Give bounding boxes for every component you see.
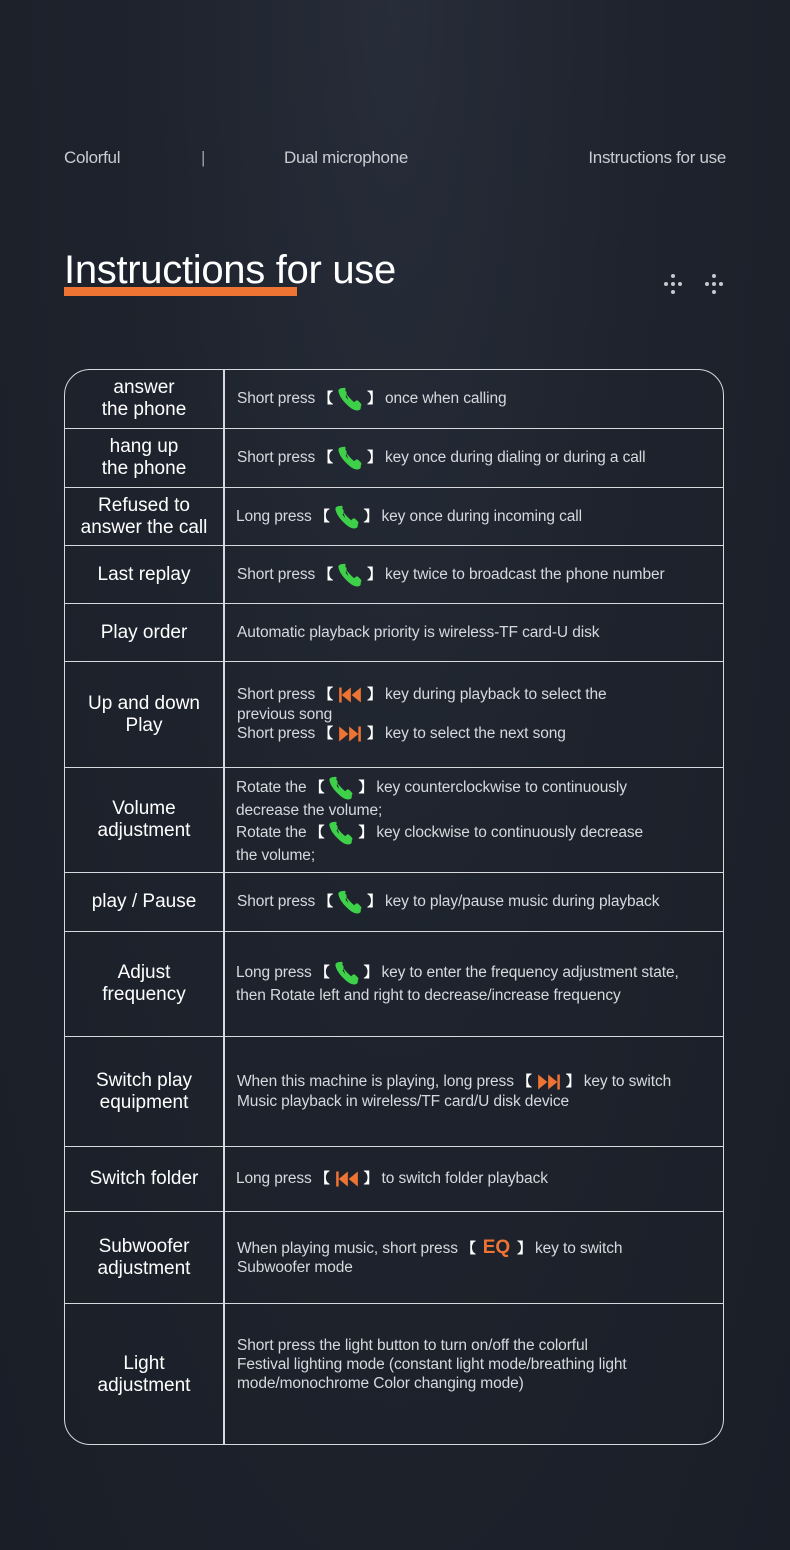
- row-description: Long press 【 】 to switch folder playback: [236, 1170, 548, 1188]
- table-row: [65, 872, 723, 931]
- phone-handset-icon: [334, 960, 360, 986]
- row-label: Refused to answer the call: [80, 494, 208, 538]
- phone-handset-icon: [328, 775, 354, 801]
- row-description: Short press 【 】 key during playback to select the previous song Short press 【 】 key to select the next song: [237, 686, 607, 743]
- row-description: Short press 【 】 key twice to broadcast the phone number: [237, 546, 715, 603]
- row-description: Long press 【 】 key once during incoming call: [236, 488, 715, 545]
- row-label: hang up the phone: [101, 436, 187, 479]
- phone-handset-icon: [337, 889, 363, 915]
- next-track-icon: [337, 724, 363, 744]
- table-row: [65, 661, 723, 767]
- page-title: Instructions for use: [64, 248, 396, 292]
- row-description: When this machine is playing, long press 【 】 key to switch Music playback in wireless/TF card/U disk device: [237, 1073, 672, 1110]
- row-label: Adjust frequency: [102, 962, 186, 1005]
- row-label: Play order: [100, 621, 188, 643]
- row-label: play / Pause: [91, 891, 197, 912]
- row-description: When playing music, short press 【 EQ 】 key to switch Subwoofer mode: [237, 1237, 623, 1276]
- top-navigation: [64, 148, 726, 172]
- row-label: Up and down Play: [88, 692, 200, 736]
- row-label: Last replay: [97, 563, 191, 585]
- table-row: [65, 1036, 723, 1146]
- row-label: Light adjustment: [97, 1353, 191, 1396]
- table-row: [65, 487, 723, 545]
- phone-handset-icon: [334, 504, 360, 530]
- table-row: [65, 931, 723, 1036]
- nav-instructions: Instructions for use: [588, 148, 726, 167]
- row-description: Short press the light button to turn on/off the colorful Festival lighting mode (constant light mode/breathing light mode/monochrome Color changing mode): [237, 1337, 627, 1392]
- previous-track-icon: [337, 685, 363, 705]
- eq-key-label: EQ: [482, 1237, 511, 1258]
- nav-colorful: Colorful: [64, 148, 121, 167]
- table-row: [65, 1211, 723, 1303]
- row-label: Subwoofer adjustment: [97, 1235, 191, 1279]
- table-row: [65, 545, 723, 603]
- row-description: Rotate the 【 】 key counterclockwise to continuously decrease the volume; Rotate the 【 】 key clockwise to continuously decrease the volume;: [236, 768, 715, 872]
- phone-handset-icon: [337, 386, 363, 412]
- row-description: Short press 【 】 key to play/pause music during playback: [237, 873, 715, 931]
- table-row: [65, 767, 723, 872]
- row-description: Short press 【 】 key once during dialing or during a call: [237, 429, 715, 487]
- nav-separator: |: [201, 148, 206, 167]
- table-row: [65, 603, 723, 661]
- instructions-table: [64, 369, 724, 1445]
- phone-handset-icon: [328, 820, 354, 846]
- row-label: answer the phone: [101, 377, 187, 420]
- row-label: Switch folder: [89, 1168, 199, 1189]
- row-label: Switch play equipment: [95, 1069, 193, 1113]
- nav-dual-microphone: Dual microphone: [284, 148, 409, 167]
- phone-handset-icon: [337, 445, 363, 471]
- table-row: [65, 370, 723, 428]
- table-row: [65, 1146, 723, 1211]
- row-description: Automatic playback priority is wireless-TF card-U disk: [237, 624, 600, 641]
- table-row: [65, 428, 723, 487]
- table-row: [65, 1303, 723, 1445]
- dots-decoration-icon: [662, 273, 684, 295]
- next-track-icon: [536, 1072, 562, 1092]
- phone-handset-icon: [337, 562, 363, 588]
- row-description: Short press 【 】 once when calling: [237, 370, 715, 428]
- dots-decoration-icon: [703, 273, 725, 295]
- row-description: Long press 【 】 key to enter the frequency adjustment state, then Rotate left and right to decrease/increase frequency: [236, 932, 715, 1036]
- row-label: Volume adjustment: [97, 798, 191, 841]
- previous-track-icon: [334, 1169, 360, 1189]
